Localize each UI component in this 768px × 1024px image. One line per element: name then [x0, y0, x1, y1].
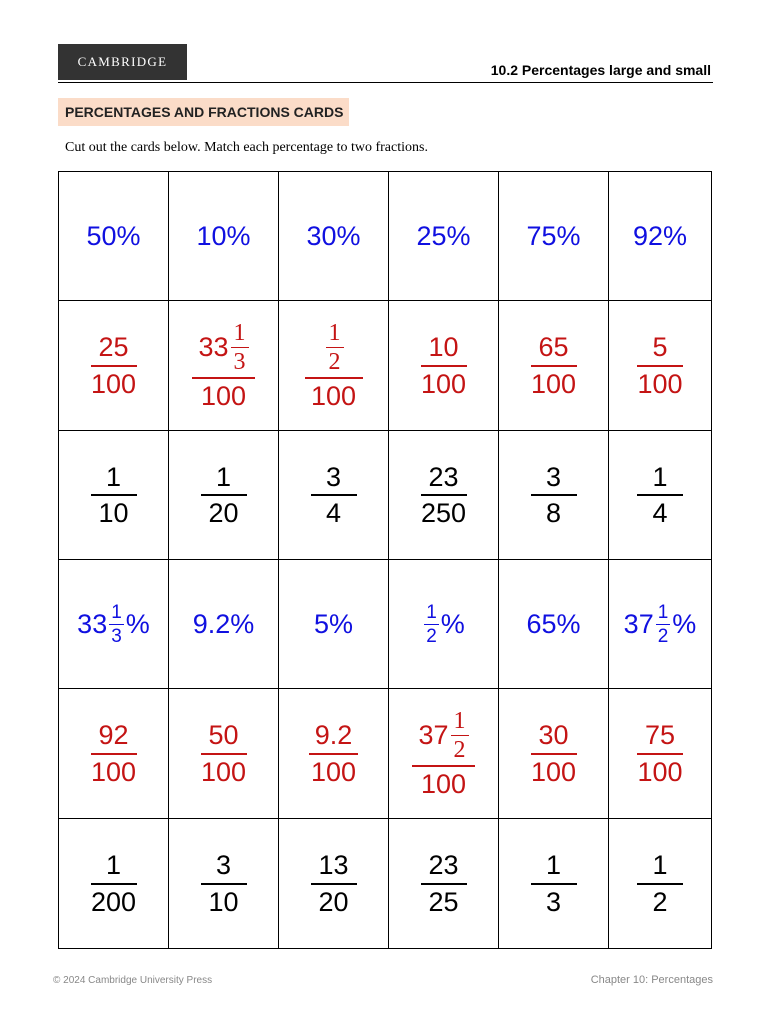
numerator: 1 [637, 463, 683, 496]
card [609, 431, 712, 560]
denominator: 100 [530, 756, 577, 787]
whole-number: 37 [418, 720, 449, 751]
numerator: 9.2 [309, 721, 359, 754]
numerator: 92 [91, 721, 137, 754]
card [609, 172, 712, 301]
card [59, 431, 169, 560]
numerator: 1 [91, 851, 137, 884]
percentage-value: 30% [306, 220, 361, 251]
whole-number: 33 [198, 332, 229, 363]
numerator [305, 321, 363, 379]
card [499, 172, 609, 301]
percentage-value: 9.2% [192, 608, 255, 639]
denominator: 200 [90, 886, 137, 917]
inner-denominator: 2 [453, 736, 466, 763]
inner-denominator: 2 [426, 625, 437, 647]
inner-fraction [109, 603, 124, 646]
denominator: 100 [530, 368, 577, 399]
fraction [305, 721, 362, 786]
fraction [85, 721, 142, 786]
numerator: 3 [531, 463, 577, 496]
denominator: 250 [420, 498, 467, 528]
fraction [85, 851, 142, 916]
numerator: 1 [637, 851, 683, 884]
inner-denominator: 3 [233, 348, 246, 375]
numerator: 50 [201, 721, 247, 754]
inner-numerator: 1 [657, 601, 669, 623]
card [609, 689, 712, 819]
denominator: 100 [90, 756, 137, 787]
banner-title: PERCENTAGES AND FRACTIONS CARDS [65, 104, 344, 120]
instructions: Cut out the cards below. Match each percentage to two fractions. [65, 140, 428, 155]
card [279, 689, 389, 819]
cards-grid [58, 171, 712, 949]
worksheet-banner [58, 98, 349, 126]
denominator: 100 [90, 368, 137, 399]
inner-numerator: 1 [451, 709, 469, 736]
card [499, 560, 609, 689]
card [59, 301, 169, 431]
footer-chapter: Chapter 10: Percentages [590, 974, 713, 986]
fraction [311, 851, 357, 916]
card-row [59, 172, 712, 301]
mixed-percentage [422, 603, 465, 646]
percent-sign: % [440, 608, 465, 639]
inner-fraction [656, 603, 671, 646]
card [609, 819, 712, 949]
card [59, 172, 169, 301]
denominator: 100 [637, 368, 683, 399]
denominator: 4 [652, 498, 668, 528]
denominator: 100 [637, 756, 683, 787]
numerator: 30 [531, 721, 577, 754]
percentage-value: 50% [86, 220, 141, 251]
fraction [531, 463, 577, 528]
mixed-fraction [412, 709, 474, 798]
card [59, 819, 169, 949]
card [389, 431, 499, 560]
fraction [85, 333, 142, 398]
inner-numerator: 1 [231, 321, 249, 348]
inner-numerator: 1 [326, 321, 344, 348]
percentage-value: 75% [526, 220, 581, 251]
logo-text: CAMBRIDGE [77, 54, 168, 69]
fraction [201, 463, 247, 528]
denominator: 3 [545, 886, 562, 917]
percent-sign: % [672, 608, 697, 639]
denominator: 100 [420, 768, 467, 799]
card [169, 172, 279, 301]
card [499, 301, 609, 431]
percent-sign: % [125, 608, 150, 639]
header-rule [58, 82, 713, 83]
inner-fraction [326, 321, 344, 374]
fraction [415, 463, 472, 528]
denominator: 100 [310, 756, 357, 787]
fraction [637, 463, 683, 528]
numerator: 23 [421, 463, 467, 496]
fraction [631, 721, 688, 786]
numerator: 75 [637, 721, 683, 754]
percentage-value: 65% [526, 608, 581, 639]
cambridge-logo [58, 44, 187, 80]
whole-number: 37 [623, 608, 654, 639]
mixed-percentage [624, 603, 697, 646]
denominator: 20 [318, 886, 349, 917]
footer-copyright: © 2024 Cambridge University Press [53, 975, 213, 986]
numerator: 5 [637, 333, 683, 366]
percentage-value: 25% [416, 220, 471, 251]
card-row [59, 560, 712, 689]
fraction [525, 721, 582, 786]
numerator [412, 709, 474, 767]
inner-numerator: 1 [111, 601, 122, 623]
mixed-fraction [305, 321, 363, 410]
fraction [421, 851, 467, 916]
fraction [201, 851, 247, 916]
card [499, 819, 609, 949]
numerator: 65 [531, 333, 577, 366]
denominator: 100 [200, 756, 247, 787]
mixed-fraction [192, 321, 254, 410]
inner-denominator: 2 [657, 625, 669, 647]
numerator: 25 [91, 333, 137, 366]
denominator: 100 [420, 368, 467, 399]
card [169, 689, 279, 819]
inner-denominator: 2 [328, 348, 341, 375]
mixed-percentage [77, 603, 150, 646]
card [389, 819, 499, 949]
percentage-value: 5% [313, 608, 354, 639]
card-row [59, 819, 712, 949]
card [389, 689, 499, 819]
card [499, 689, 609, 819]
fraction [637, 851, 683, 916]
denominator: 100 [310, 380, 357, 411]
card [279, 172, 389, 301]
card [169, 431, 279, 560]
numerator: 10 [421, 333, 467, 366]
inner-fraction [451, 709, 469, 762]
numerator: 1 [201, 463, 247, 496]
card [59, 560, 169, 689]
card [169, 301, 279, 431]
fraction [525, 333, 582, 398]
denominator: 8 [545, 498, 562, 528]
fraction [311, 463, 357, 528]
denominator: 4 [325, 498, 342, 528]
card-row [59, 431, 712, 560]
card [389, 172, 499, 301]
card [279, 431, 389, 560]
inner-fraction [231, 321, 249, 374]
card [279, 819, 389, 949]
card [169, 819, 279, 949]
section-title: 10.2 Percentages large and small [490, 62, 711, 78]
card [389, 301, 499, 431]
denominator: 10 [98, 498, 129, 528]
card [279, 560, 389, 689]
card-row [59, 301, 712, 431]
denominator: 10 [208, 886, 239, 917]
numerator: 3 [201, 851, 247, 884]
card [499, 431, 609, 560]
card [279, 301, 389, 431]
fraction [195, 721, 252, 786]
percentage-value: 10% [196, 220, 251, 251]
denominator: 100 [200, 380, 247, 411]
whole-number: 33 [77, 608, 108, 639]
card [169, 560, 279, 689]
card [609, 301, 712, 431]
cards-grid-body [59, 172, 712, 949]
numerator: 13 [311, 851, 357, 884]
denominator: 20 [208, 498, 239, 528]
inner-numerator: 1 [426, 601, 437, 623]
denominator: 2 [652, 886, 668, 917]
numerator: 1 [531, 851, 577, 884]
numerator [192, 321, 254, 379]
fraction [415, 333, 472, 398]
numerator: 1 [91, 463, 137, 496]
numerator: 3 [311, 463, 357, 496]
denominator: 25 [428, 886, 459, 917]
inner-denominator: 3 [111, 625, 122, 647]
fraction [531, 851, 577, 916]
card [609, 560, 712, 689]
fraction [631, 333, 688, 398]
card [389, 560, 499, 689]
percentage-value: 92% [632, 220, 688, 251]
card-row [59, 689, 712, 819]
numerator: 23 [421, 851, 467, 884]
inner-fraction [424, 603, 439, 646]
card [59, 689, 169, 819]
fraction [91, 463, 137, 528]
